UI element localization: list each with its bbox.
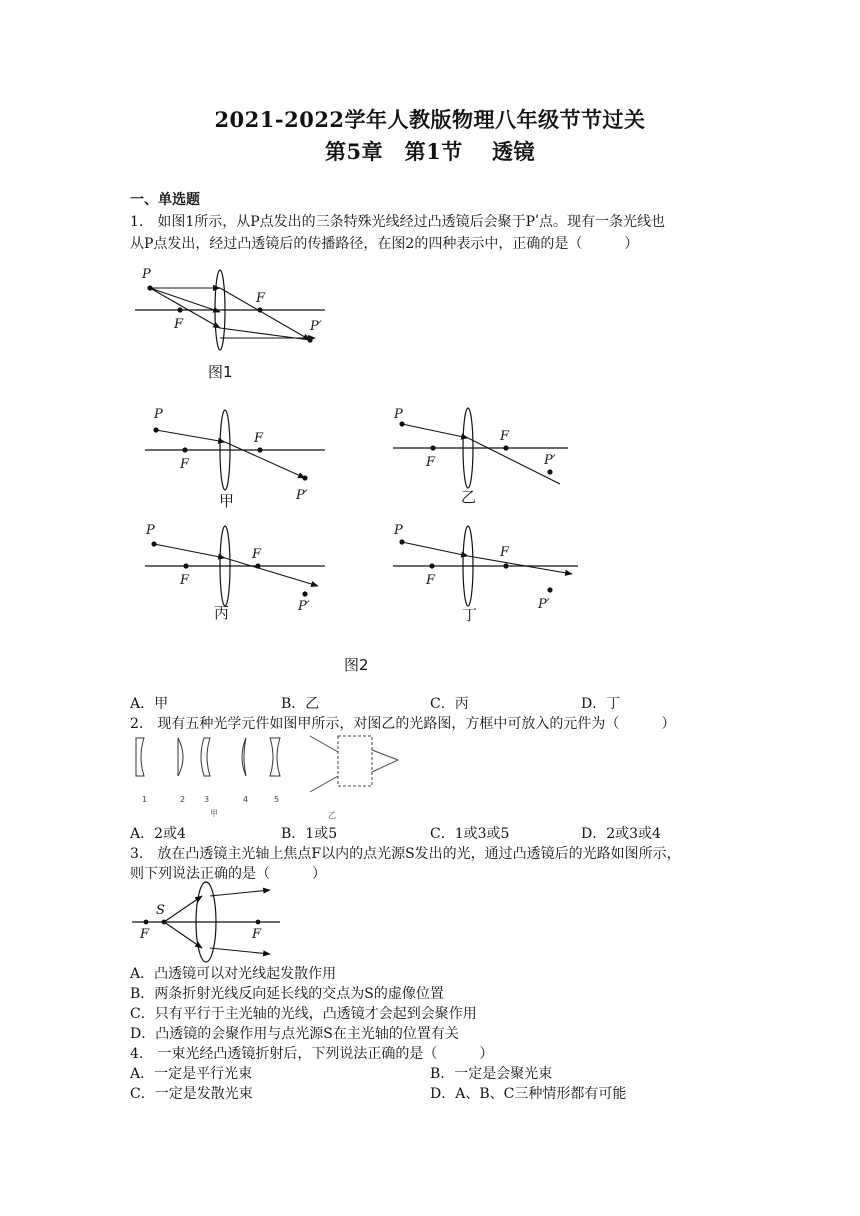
bing-label-p-prime: P′ xyxy=(298,599,310,614)
yi-label-p: P xyxy=(394,407,403,422)
q2-option-c[interactable]: C．1或3或5 xyxy=(430,826,510,842)
element-number-4: 4 xyxy=(243,795,249,804)
q2-option-a[interactable]: A．2或4 xyxy=(130,826,186,842)
fig2-caption-wrap xyxy=(344,652,404,676)
fig1-label-f-left: F xyxy=(174,317,184,332)
q2-option-d[interactable]: D．2或3或4 xyxy=(581,826,661,842)
q4-option-c[interactable]: C．一定是发散光束 xyxy=(130,1086,253,1102)
fig1-label-p: P xyxy=(142,267,151,282)
yi-label-f-right: F xyxy=(500,429,510,444)
q1-figure1 xyxy=(130,262,370,382)
fig1-label-f-right: F xyxy=(256,291,266,306)
ding-label-f-left: F xyxy=(426,573,436,588)
q3-text-line1: 3. 放在凸透镜主光轴上焦点F以内的点光源S发出的光，通过凸透镜后的光路如图所示， xyxy=(130,846,681,862)
q3-label-s: S xyxy=(156,903,165,918)
doc-title-line1: 2021-2022学年人教版物理八年级节节过关 xyxy=(214,107,646,132)
q3-option-c[interactable]: C．只有平行于主光轴的光线，凸透镜才会起到会聚作用 xyxy=(130,1006,477,1022)
fig-yi-label: 乙 xyxy=(328,811,336,820)
q2-option-b[interactable]: B．1或5 xyxy=(281,826,338,842)
q1-option-d[interactable]: D．丁 xyxy=(581,696,621,712)
q2-figure xyxy=(130,732,410,822)
bing-caption: 丙 xyxy=(214,604,230,622)
bing-label-f-left: F xyxy=(180,573,190,588)
q3-figure xyxy=(130,886,290,966)
ding-caption: 丁 xyxy=(462,606,478,624)
element-number-1: 1 xyxy=(142,795,148,804)
element-number-5: 5 xyxy=(274,795,280,804)
q1-option-b[interactable]: B．乙 xyxy=(281,696,320,712)
fig2-caption: 图2 xyxy=(344,656,369,674)
q1-fig2-panel-bing xyxy=(140,518,340,628)
yi-label-f-left: F xyxy=(426,455,436,470)
q1-fig2-panel-jia xyxy=(140,402,340,512)
q3-option-b[interactable]: B．两条折射光线反向延长线的交点为S的虚像位置 xyxy=(130,986,444,1002)
jia-label-f-right: F xyxy=(254,431,264,446)
q4-option-d[interactable]: D．A、B、C三种情形都有可能 xyxy=(430,1086,627,1102)
bing-label-p: P xyxy=(146,523,155,538)
q3-label-f-right: F xyxy=(252,927,262,942)
element-number-3: 3 xyxy=(204,795,210,804)
bing-label-f-right: F xyxy=(252,547,262,562)
jia-label-p: P xyxy=(154,407,163,422)
q4-option-a[interactable]: A．一定是平行光束 xyxy=(130,1066,253,1082)
jia-label-p-prime: P′ xyxy=(296,488,308,503)
q2-text-line1: 2. 现有五种光学元件如图甲所示，对图乙的光路图，方框中可放入的元件为（ ） xyxy=(130,716,676,732)
q1-fig2-panel-yi xyxy=(388,402,588,512)
element-number-2: 2 xyxy=(180,795,186,804)
ding-label-f-right: F xyxy=(500,545,510,560)
q1-option-c[interactable]: C．丙 xyxy=(430,696,469,712)
q3-text-line2: 则下列说法正确的是（ ） xyxy=(130,866,326,882)
q1-option-a[interactable]: A．甲 xyxy=(130,696,169,712)
ding-label-p: P xyxy=(394,523,403,538)
q1-text-line2: 从P点发出，经过凸透镜后的传播路径，在图2的四种表示中，正确的是（ ） xyxy=(130,236,639,252)
fig1-label-p-prime: P′ xyxy=(310,319,322,334)
q3-option-d[interactable]: D．凸透镜的会聚作用与点光源S在主光轴的位置有关 xyxy=(130,1026,459,1042)
q4-text-line1: 4. 一束光经凸透镜折射后，下列说法正确的是（ ） xyxy=(130,1046,494,1062)
q1-fig2-panel-ding xyxy=(388,518,588,628)
doc-title-line2: 第5章 第1节 透镜 xyxy=(324,139,536,164)
q1-text-line1: 1. 如图1所示，从P点发出的三条特殊光线经过凸透镜后会聚于Pʹ点。现有一条光线也 xyxy=(130,214,665,230)
jia-caption: 甲 xyxy=(219,492,235,510)
ding-label-p-prime: P′ xyxy=(538,597,550,612)
q4-option-b[interactable]: B．一定是会聚光束 xyxy=(430,1066,553,1082)
q3-option-a[interactable]: A．凸透镜可以对光线起发散作用 xyxy=(130,966,337,982)
yi-label-p-prime: P′ xyxy=(544,453,556,468)
jia-label-f-left: F xyxy=(180,457,190,472)
fig-jia-label: 甲 xyxy=(210,809,218,818)
q3-label-f-left: F xyxy=(140,927,150,942)
yi-caption: 乙 xyxy=(461,488,477,506)
section-heading: 一、单选题 xyxy=(130,192,200,208)
fig1-caption: 图1 xyxy=(208,363,233,381)
